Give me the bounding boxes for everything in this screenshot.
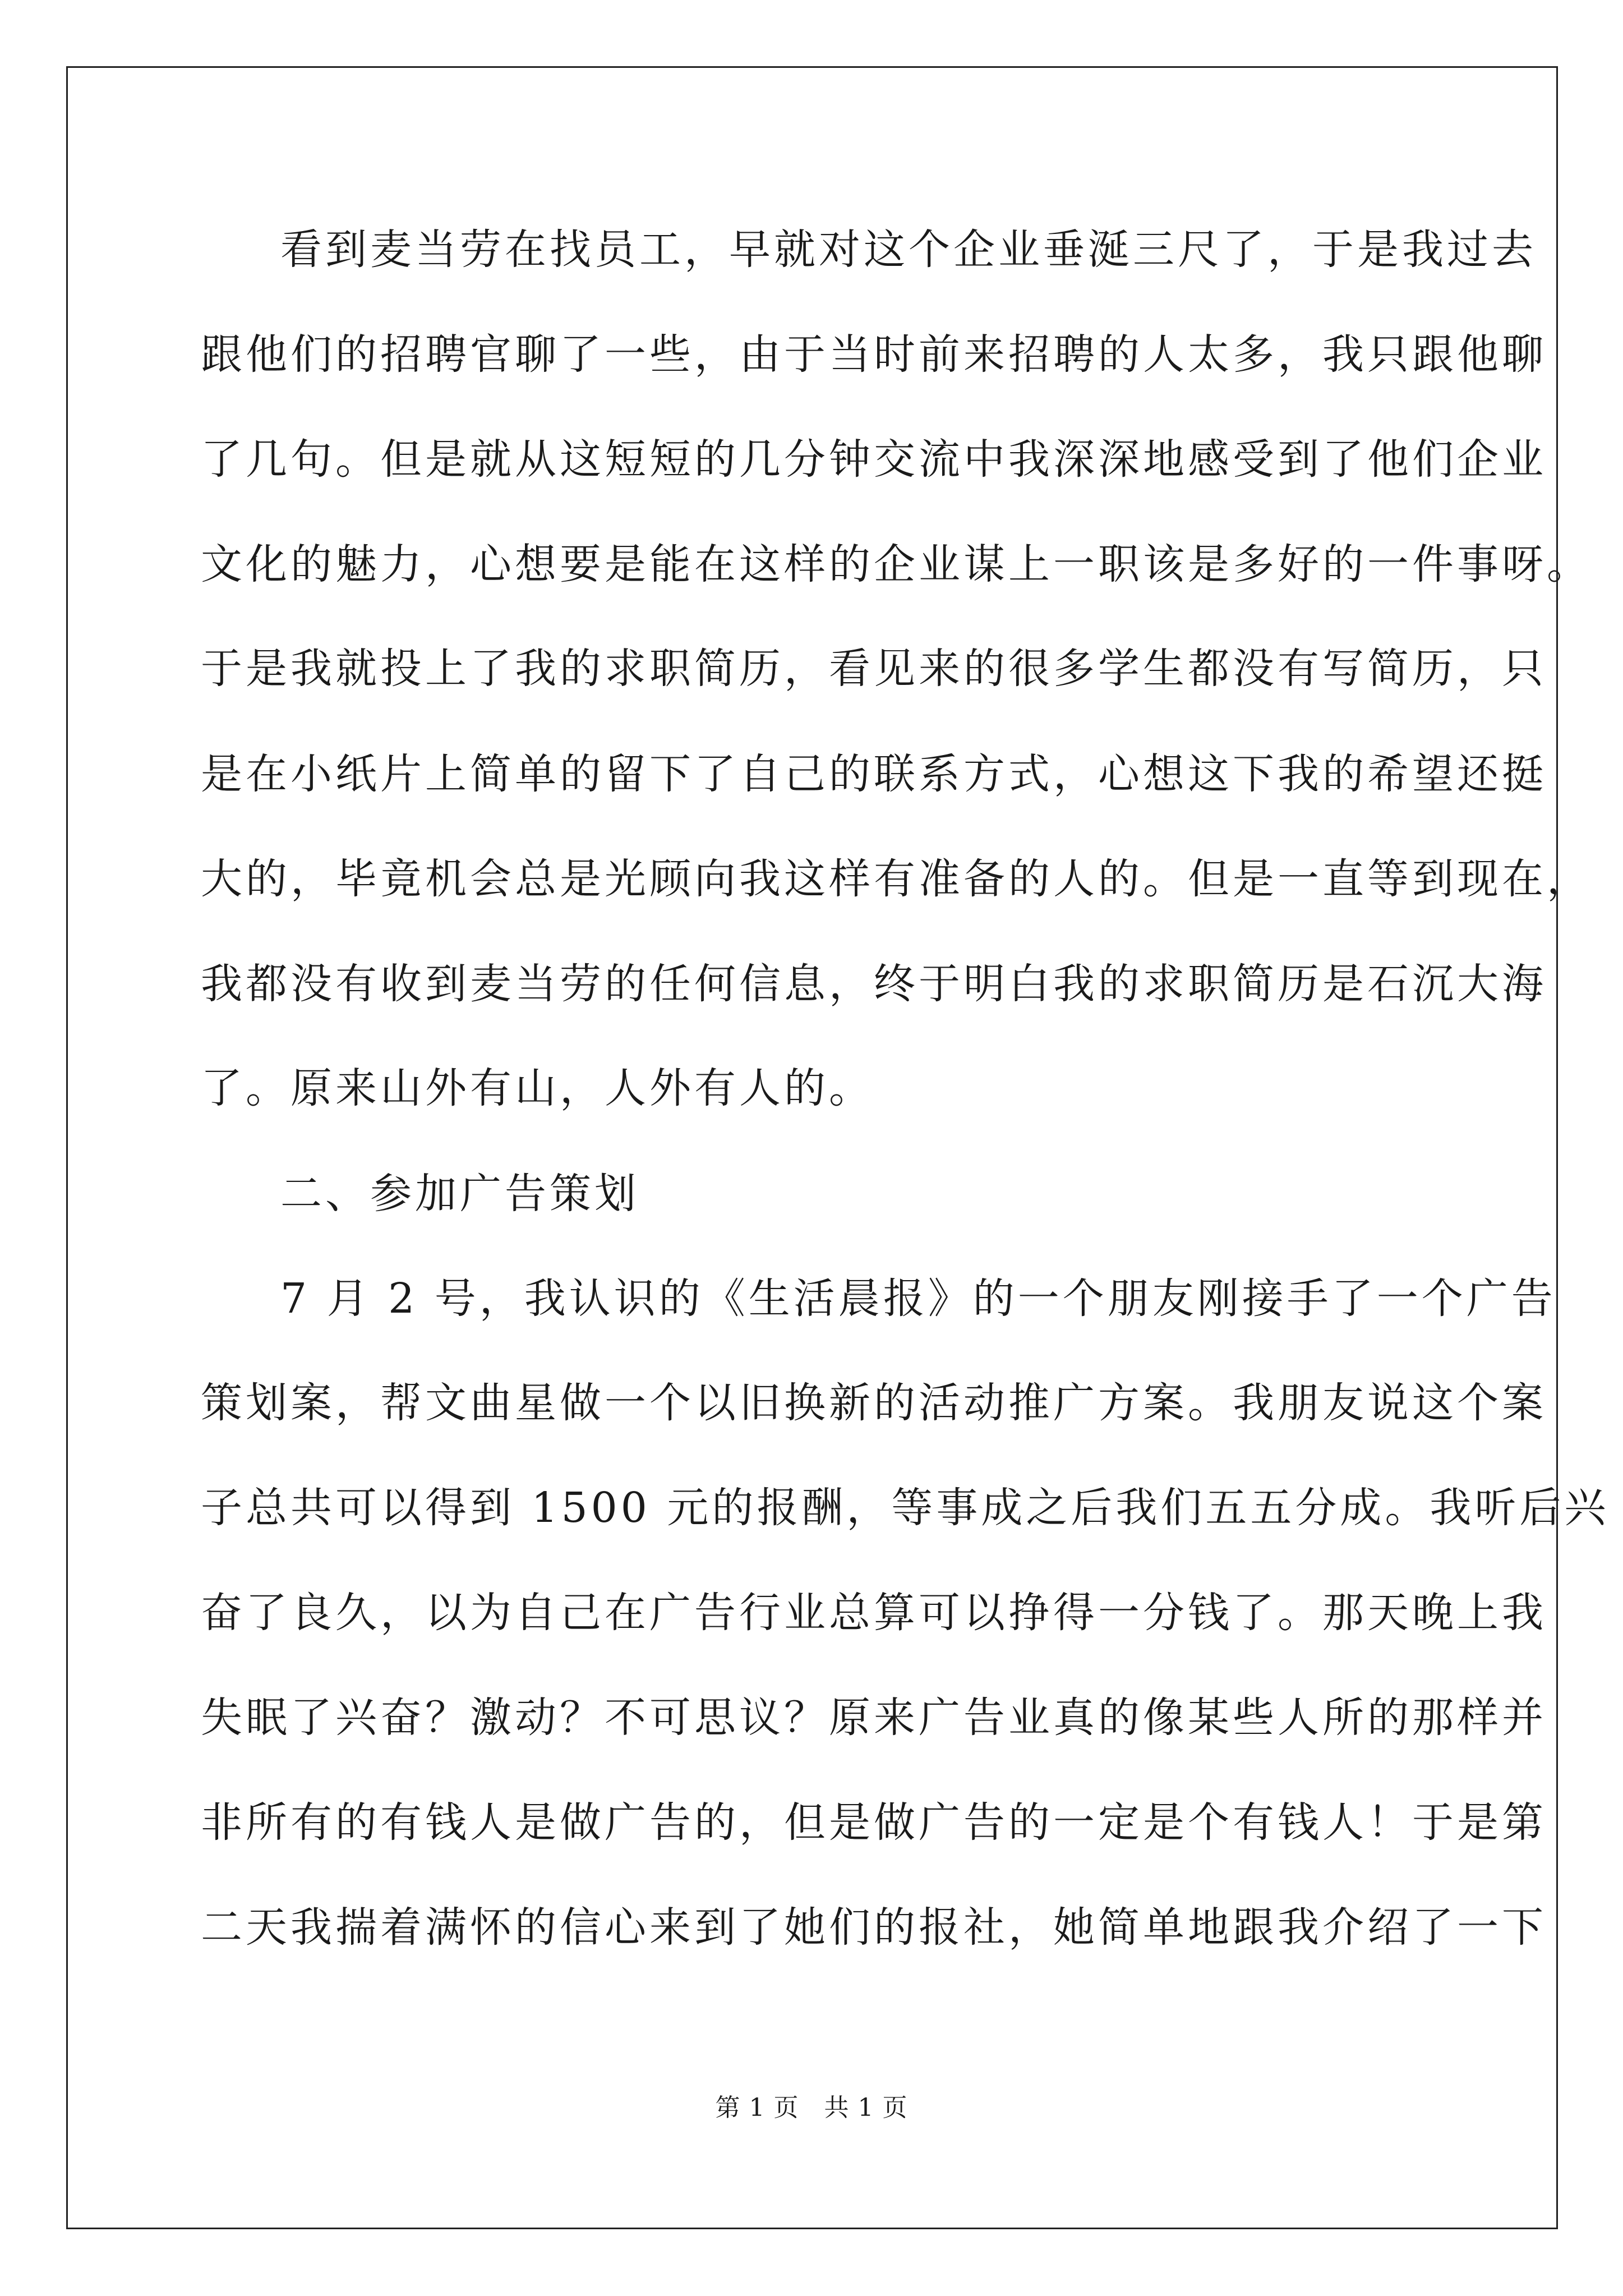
paragraph-line: 了几句。但是就从这短短的几分钟交流中我深深地感受到了他们企业	[201, 435, 1547, 484]
paragraph-line: 看到麦当劳在找员工，早就对这个企业垂涎三尺了，于是我过去	[280, 226, 1537, 274]
paragraph-line: 大的，毕竟机会总是光顾向我这样有准备的人的。但是一直等到现在，	[201, 855, 1592, 903]
paragraph-line: 文化的魅力，心想要是能在这样的企业谋上一职该是多好的一件事呀。	[201, 540, 1592, 588]
paragraph-line: 奋了良久，以为自己在广告行业总算可以挣得一分钱了。那天晚上我	[201, 1589, 1547, 1637]
paragraph-line: 子总共可以得到 1500 元的报酬，等事成之后我们五五分成。我听后兴	[201, 1484, 1610, 1532]
paragraph-line: 非所有的有钱人是做广告的，但是做广告的一定是个有钱人！于是第	[201, 1798, 1547, 1847]
paragraph-line: 于是我就投上了我的求职简历，看见来的很多学生都没有写简历，只	[201, 645, 1547, 693]
paragraph-line: 策划案，帮文曲星做一个以旧换新的活动推广方案。我朋友说这个案	[201, 1379, 1547, 1427]
paragraph-line: 了。原来山外有山，人外有人的。	[201, 1064, 874, 1112]
paragraph-line: 二天我揣着满怀的信心来到了她们的报社，她简单地跟我介绍了一下	[201, 1903, 1547, 1952]
paragraph-line: 我都没有收到麦当劳的任何信息，终于明白我的求职简历是石沉大海	[201, 960, 1547, 1008]
section-heading: 二、参加广告策划	[280, 1170, 639, 1218]
page-number-footer: 第 1 页 共 1 页	[715, 2093, 908, 2122]
paragraph-line: 7 月 2 号，我认识的《生活晨报》的一个朋友刚接手了一个广告	[280, 1274, 1556, 1323]
paragraph-line: 跟他们的招聘官聊了一些，由于当时前来招聘的人太多，我只跟他聊	[201, 330, 1547, 379]
paragraph-line: 是在小纸片上简单的留下了自己的联系方式，心想这下我的希望还挺	[201, 750, 1547, 798]
paragraph-line: 失眠了兴奋？激动？不可思议？原来广告业真的像某些人所的那样并	[201, 1694, 1547, 1742]
